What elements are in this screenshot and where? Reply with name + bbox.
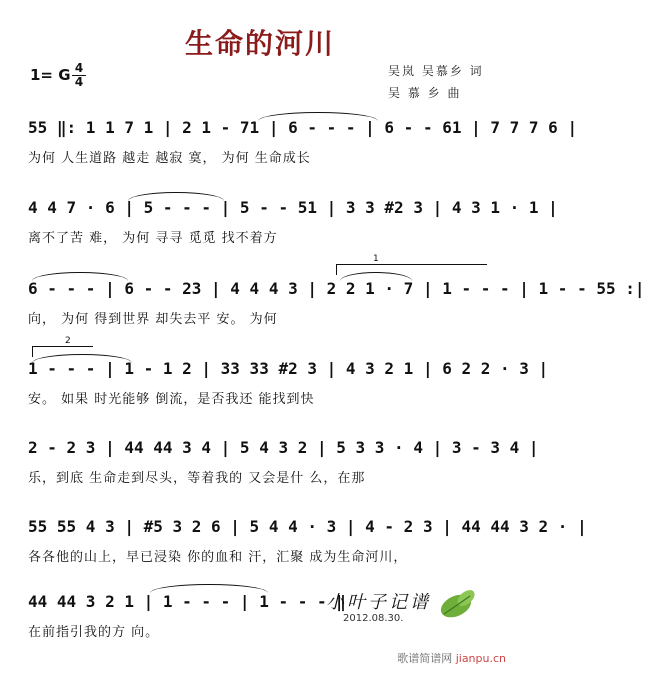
lyricist-credit: 吴岚 吴慕乡 词 [388, 64, 484, 78]
meter-bottom: 4 [74, 75, 84, 89]
lyrics-line-1: 为何 人生道路 越走 越寂 寞， 为何 生命成长 [28, 151, 311, 166]
transcriber-signature: 小叶子记谱 [326, 592, 431, 613]
composer-credit: 吴 慕 乡 曲 [388, 86, 462, 100]
tie-arc [128, 192, 224, 201]
tie-arc [258, 112, 378, 121]
notation-line-3: 6 - - - | 6 - - 23 | 4 4 4 3 | 2 2 1 · 7 | 1 - - - | 1 - - 55 :| [28, 279, 645, 298]
watermark [397, 650, 506, 666]
lyrics-line-4: 安。 如果 时光能够 倒流，是否我还 能找到快 [28, 392, 315, 407]
lyrics-line-6: 各各他的山上，早已浸染 你的血和 汗，汇聚 成为生命河川， [28, 550, 408, 565]
lyrics-line-7: 在前指引我的方 向。 [28, 625, 160, 640]
meter-top: 4 [74, 61, 84, 75]
lyrics-line-2: 离不了苦 难， 为何 寻寻 觅觅 找不着方 [28, 231, 278, 246]
notation-line-2: 4 4 7 · 6 | 5 - - - | 5 - - 51 | 3 3 #2 3 | 4 3 1 · 1 | [28, 198, 558, 217]
volta-number: 1 [373, 254, 379, 264]
song-title: 生命的河川 [184, 27, 335, 60]
time-signature [72, 62, 86, 89]
notation-line-1: 55 ‖: 1 1 7 1 | 2 1 - 71 | 6 - - - | 6 - - 61 | 7 7 7 6 | [28, 118, 578, 137]
watermark-site: 歌谱简谱网 [397, 652, 453, 665]
notation-line-6: 55 55 4 3 | #5 3 2 6 | 5 4 4 · 3 | 4 - 2 3 | 44 44 3 2 · | [28, 517, 587, 536]
transcription-date: 2012.08.30. [343, 613, 404, 624]
volta-number: 2 [65, 336, 71, 346]
notation-line-5: 2 - 2 3 | 44 44 3 4 | 5 4 3 2 | 5 3 3 · 4 | 3 - 3 4 | [28, 438, 539, 457]
notation-line-4: 1 - - - | 1 - 1 2 | 33 33 #2 3 | 4 3 2 1 | 6 2 2 · 3 | [28, 359, 549, 378]
lyrics-line-5: 乐，到底 生命走到尽头，等着我的 又会是什 么，在那 [28, 471, 366, 486]
watermark-url: jianpu.cn [455, 652, 506, 665]
notation-line-7: 44 44 3 2 1 | 1 - - - | 1 - - - ‖ [28, 592, 346, 611]
leaf-icon [436, 584, 480, 624]
key-signature: 1= G [30, 66, 71, 84]
lyrics-line-3: 向， 为何 得到世界 却失去平 安。 为何 [28, 312, 278, 327]
